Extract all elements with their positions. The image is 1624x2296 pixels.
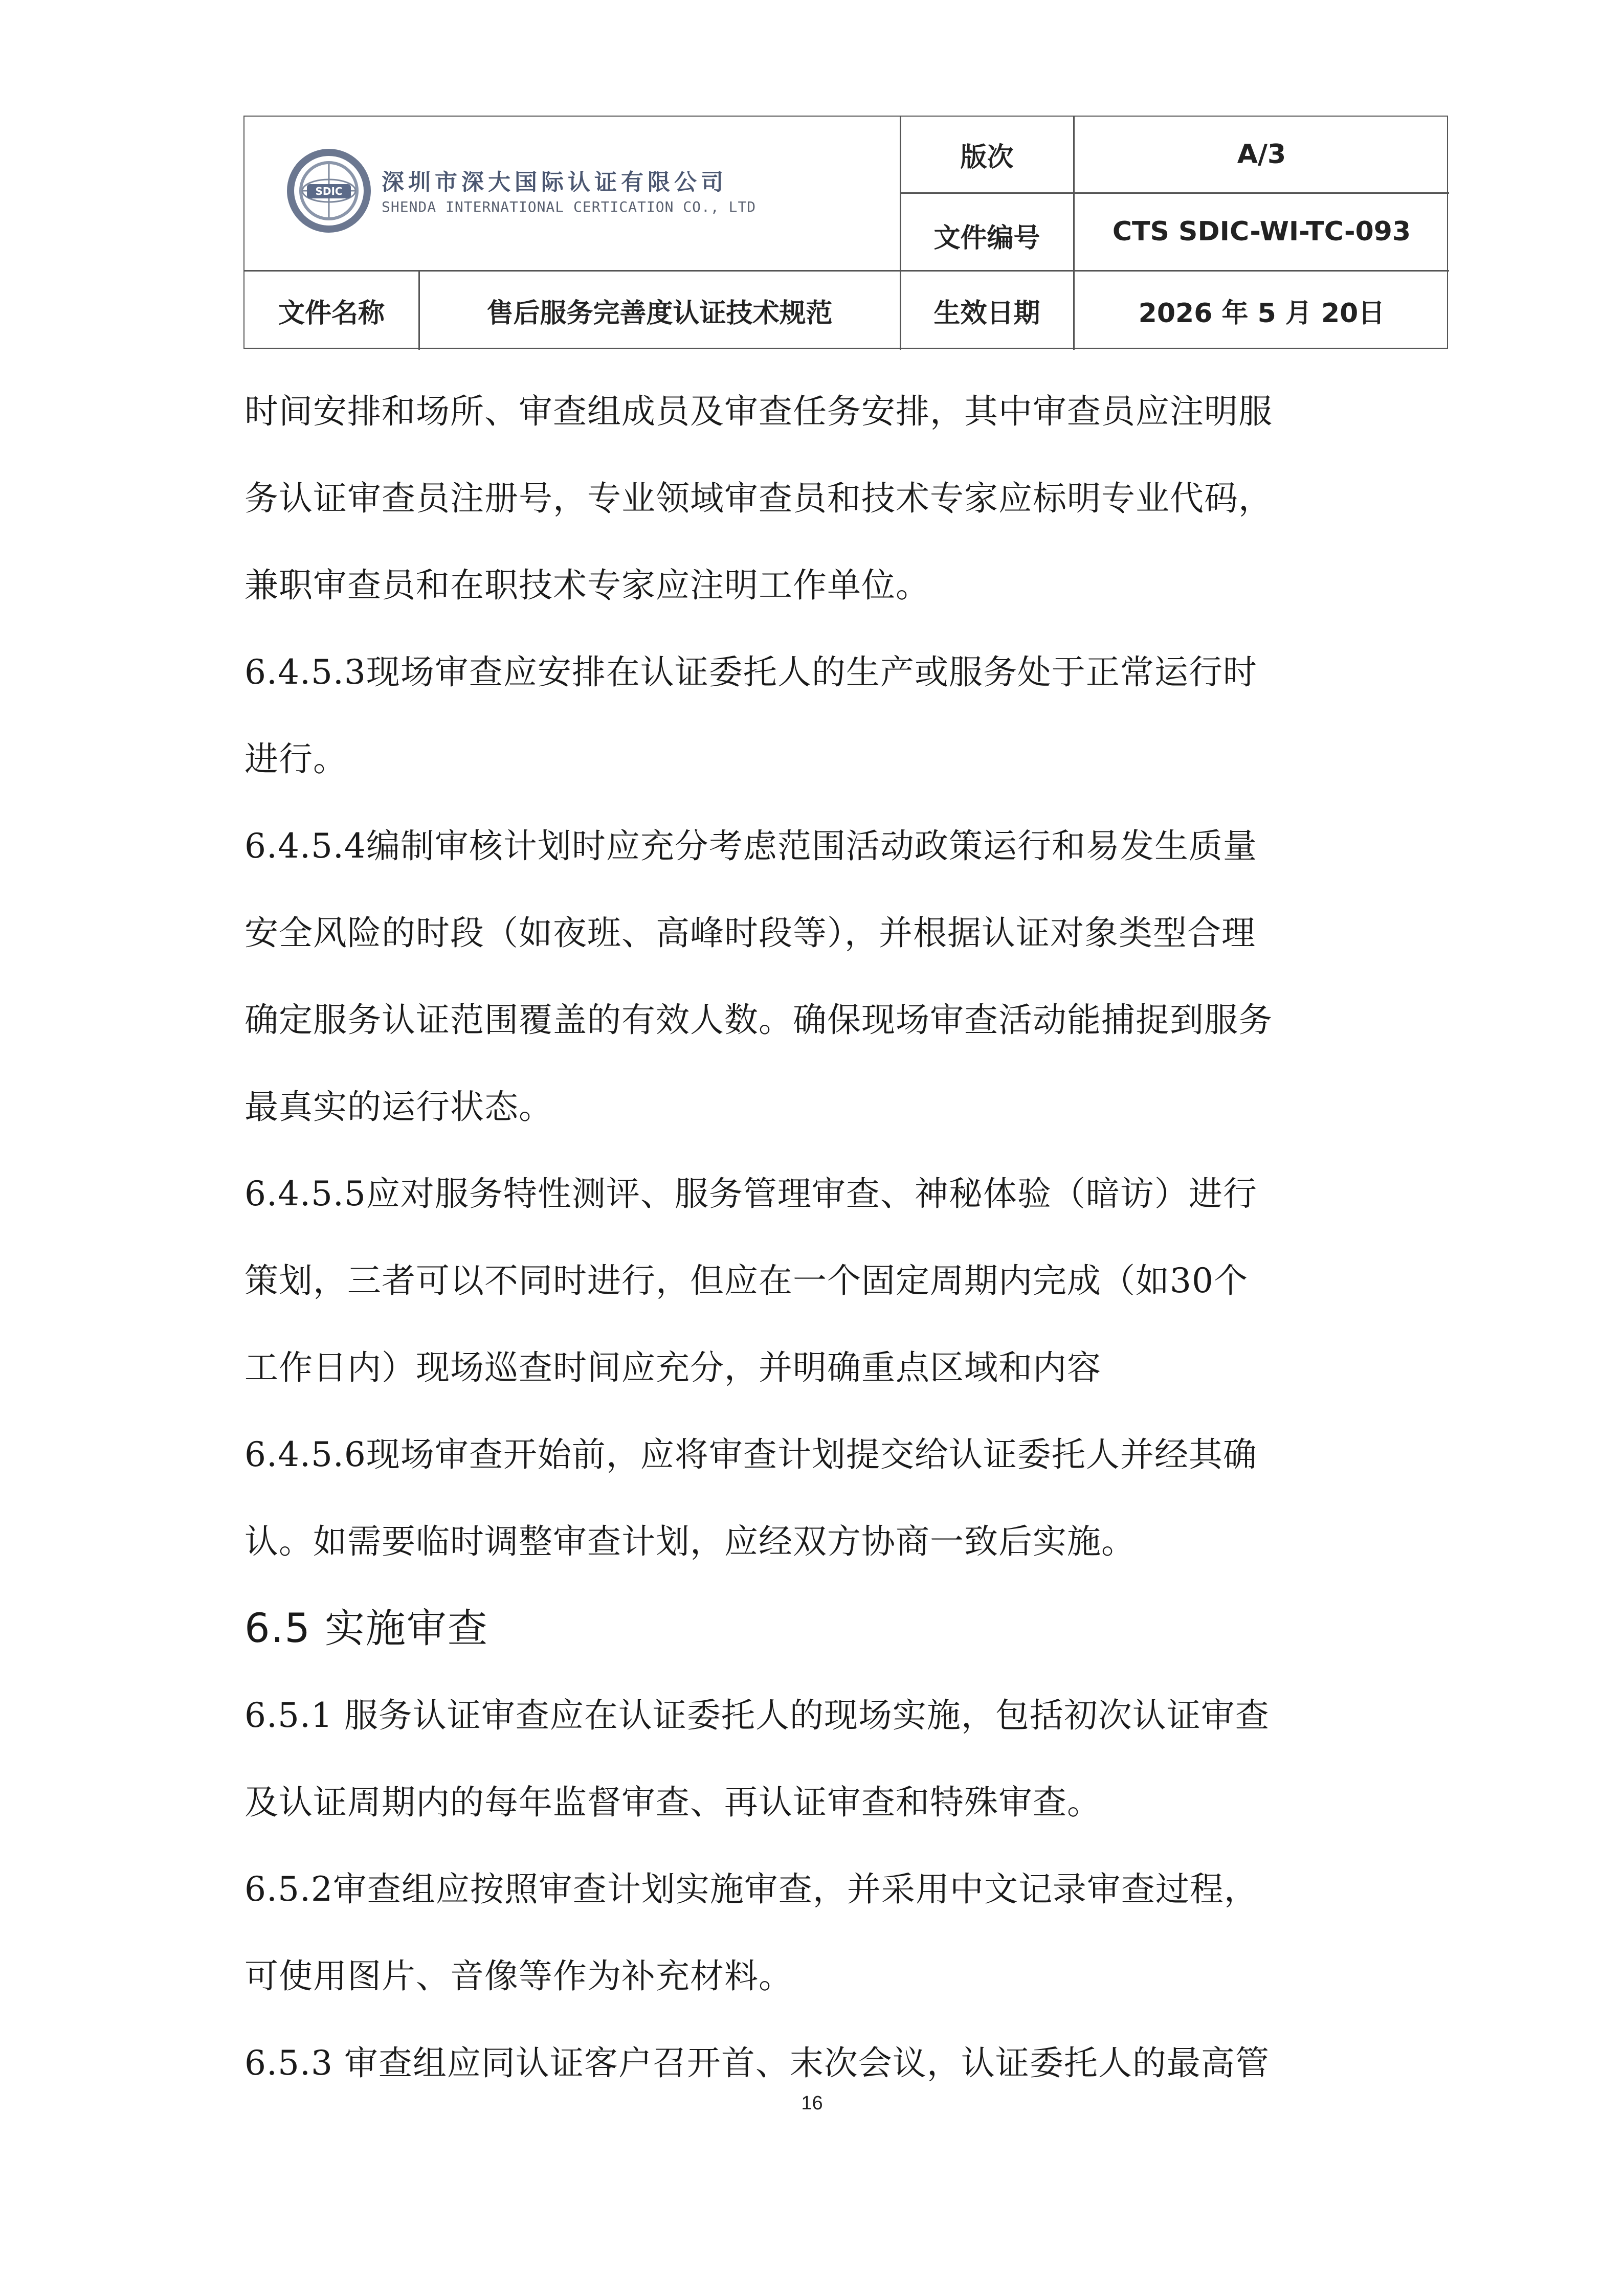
company-seal-logo bbox=[285, 147, 372, 234]
paragraph-line: 6.4.5.4编制审核计划时应充分考虑范围活动政策运行和易发生质量 bbox=[244, 826, 1257, 866]
paragraph-line: 工作日内）现场巡查时间应充分，并明确重点区域和内容 bbox=[244, 1348, 1101, 1387]
docno-label: 文件编号 bbox=[933, 222, 1040, 254]
document-body bbox=[244, 368, 1390, 2107]
paragraph-line: 策划，三者可以不同时进行，但应在一个固定周期内完成（如30个 bbox=[244, 1261, 1248, 1300]
date-value: 2026 年 5 月 20日 bbox=[1138, 298, 1385, 329]
date-label: 生效日期 bbox=[933, 298, 1040, 329]
paragraph-line: 进行。 bbox=[244, 739, 347, 779]
paragraph-line: 安全风险的时段（如夜班、高峰时段等），并根据认证对象类型合理 bbox=[244, 913, 1256, 953]
paragraph-line: 可使用图片、音像等作为补充材料。 bbox=[244, 1956, 793, 1996]
version-value: A/3 bbox=[1237, 139, 1286, 170]
document-header-table bbox=[243, 116, 1448, 349]
company-name-en: SHENDA INTERNATIONAL CERTICATION CO., LTD bbox=[382, 198, 757, 215]
paragraph-line: 最真实的运行状态。 bbox=[244, 1087, 553, 1127]
page-number: 16 bbox=[801, 2092, 823, 2114]
company-logo-block bbox=[244, 117, 899, 270]
paragraph-line: 兼职审查员和在职技术专家应注明工作单位。 bbox=[244, 566, 930, 605]
docname-value: 售后服务完善度认证技术规范 bbox=[486, 298, 833, 329]
paragraph-line: 6.4.5.3现场审查应安排在认证委托人的生产或服务处于正常运行时 bbox=[244, 652, 1257, 692]
paragraph-line: 认。如需要临时调整审查计划，应经双方协商一致后实施。 bbox=[244, 1522, 1136, 1561]
paragraph-line: 6.5.3 审查组应同认证客户召开首、末次会议，认证委托人的最高管 bbox=[244, 2043, 1270, 2083]
version-label: 版次 bbox=[960, 142, 1014, 173]
paragraph-line: 6.4.5.5应对服务特性测评、服务管理审查、神秘体验（暗访）进行 bbox=[244, 1174, 1257, 1213]
paragraph-line: 6.5.1 服务认证审查应在认证委托人的现场实施，包括初次认证审查 bbox=[244, 1696, 1270, 1735]
company-name-cn: 深圳市深大国际认证有限公司 bbox=[382, 169, 727, 195]
docno-value: CTS SDIC-WI-TC-093 bbox=[1112, 216, 1411, 247]
paragraph-line: 务认证审查员注册号，专业领域审查员和技术专家应标明专业代码， bbox=[244, 479, 1273, 518]
logo-text: SDIC bbox=[315, 185, 343, 197]
paragraph-line: 6.4.5.6现场审查开始前，应将审查计划提交给认证委托人并经其确 bbox=[244, 1435, 1257, 1474]
docname-label: 文件名称 bbox=[278, 298, 385, 329]
section-heading: 6.5 实施审查 bbox=[244, 1606, 488, 1652]
paragraph-line: 确定服务认证范围覆盖的有效人数。确保现场审查活动能捕捉到服务 bbox=[244, 1000, 1273, 1040]
paragraph-line: 及认证周期内的每年监督审查、再认证审查和特殊审查。 bbox=[244, 1783, 1101, 1822]
paragraph-line: 6.5.2审查组应按照审查计划实施审查，并采用中文记录审查过程， bbox=[244, 1870, 1258, 1909]
paragraph-line: 时间安排和场所、审查组成员及审查任务安排，其中审查员应注明服 bbox=[244, 392, 1273, 431]
